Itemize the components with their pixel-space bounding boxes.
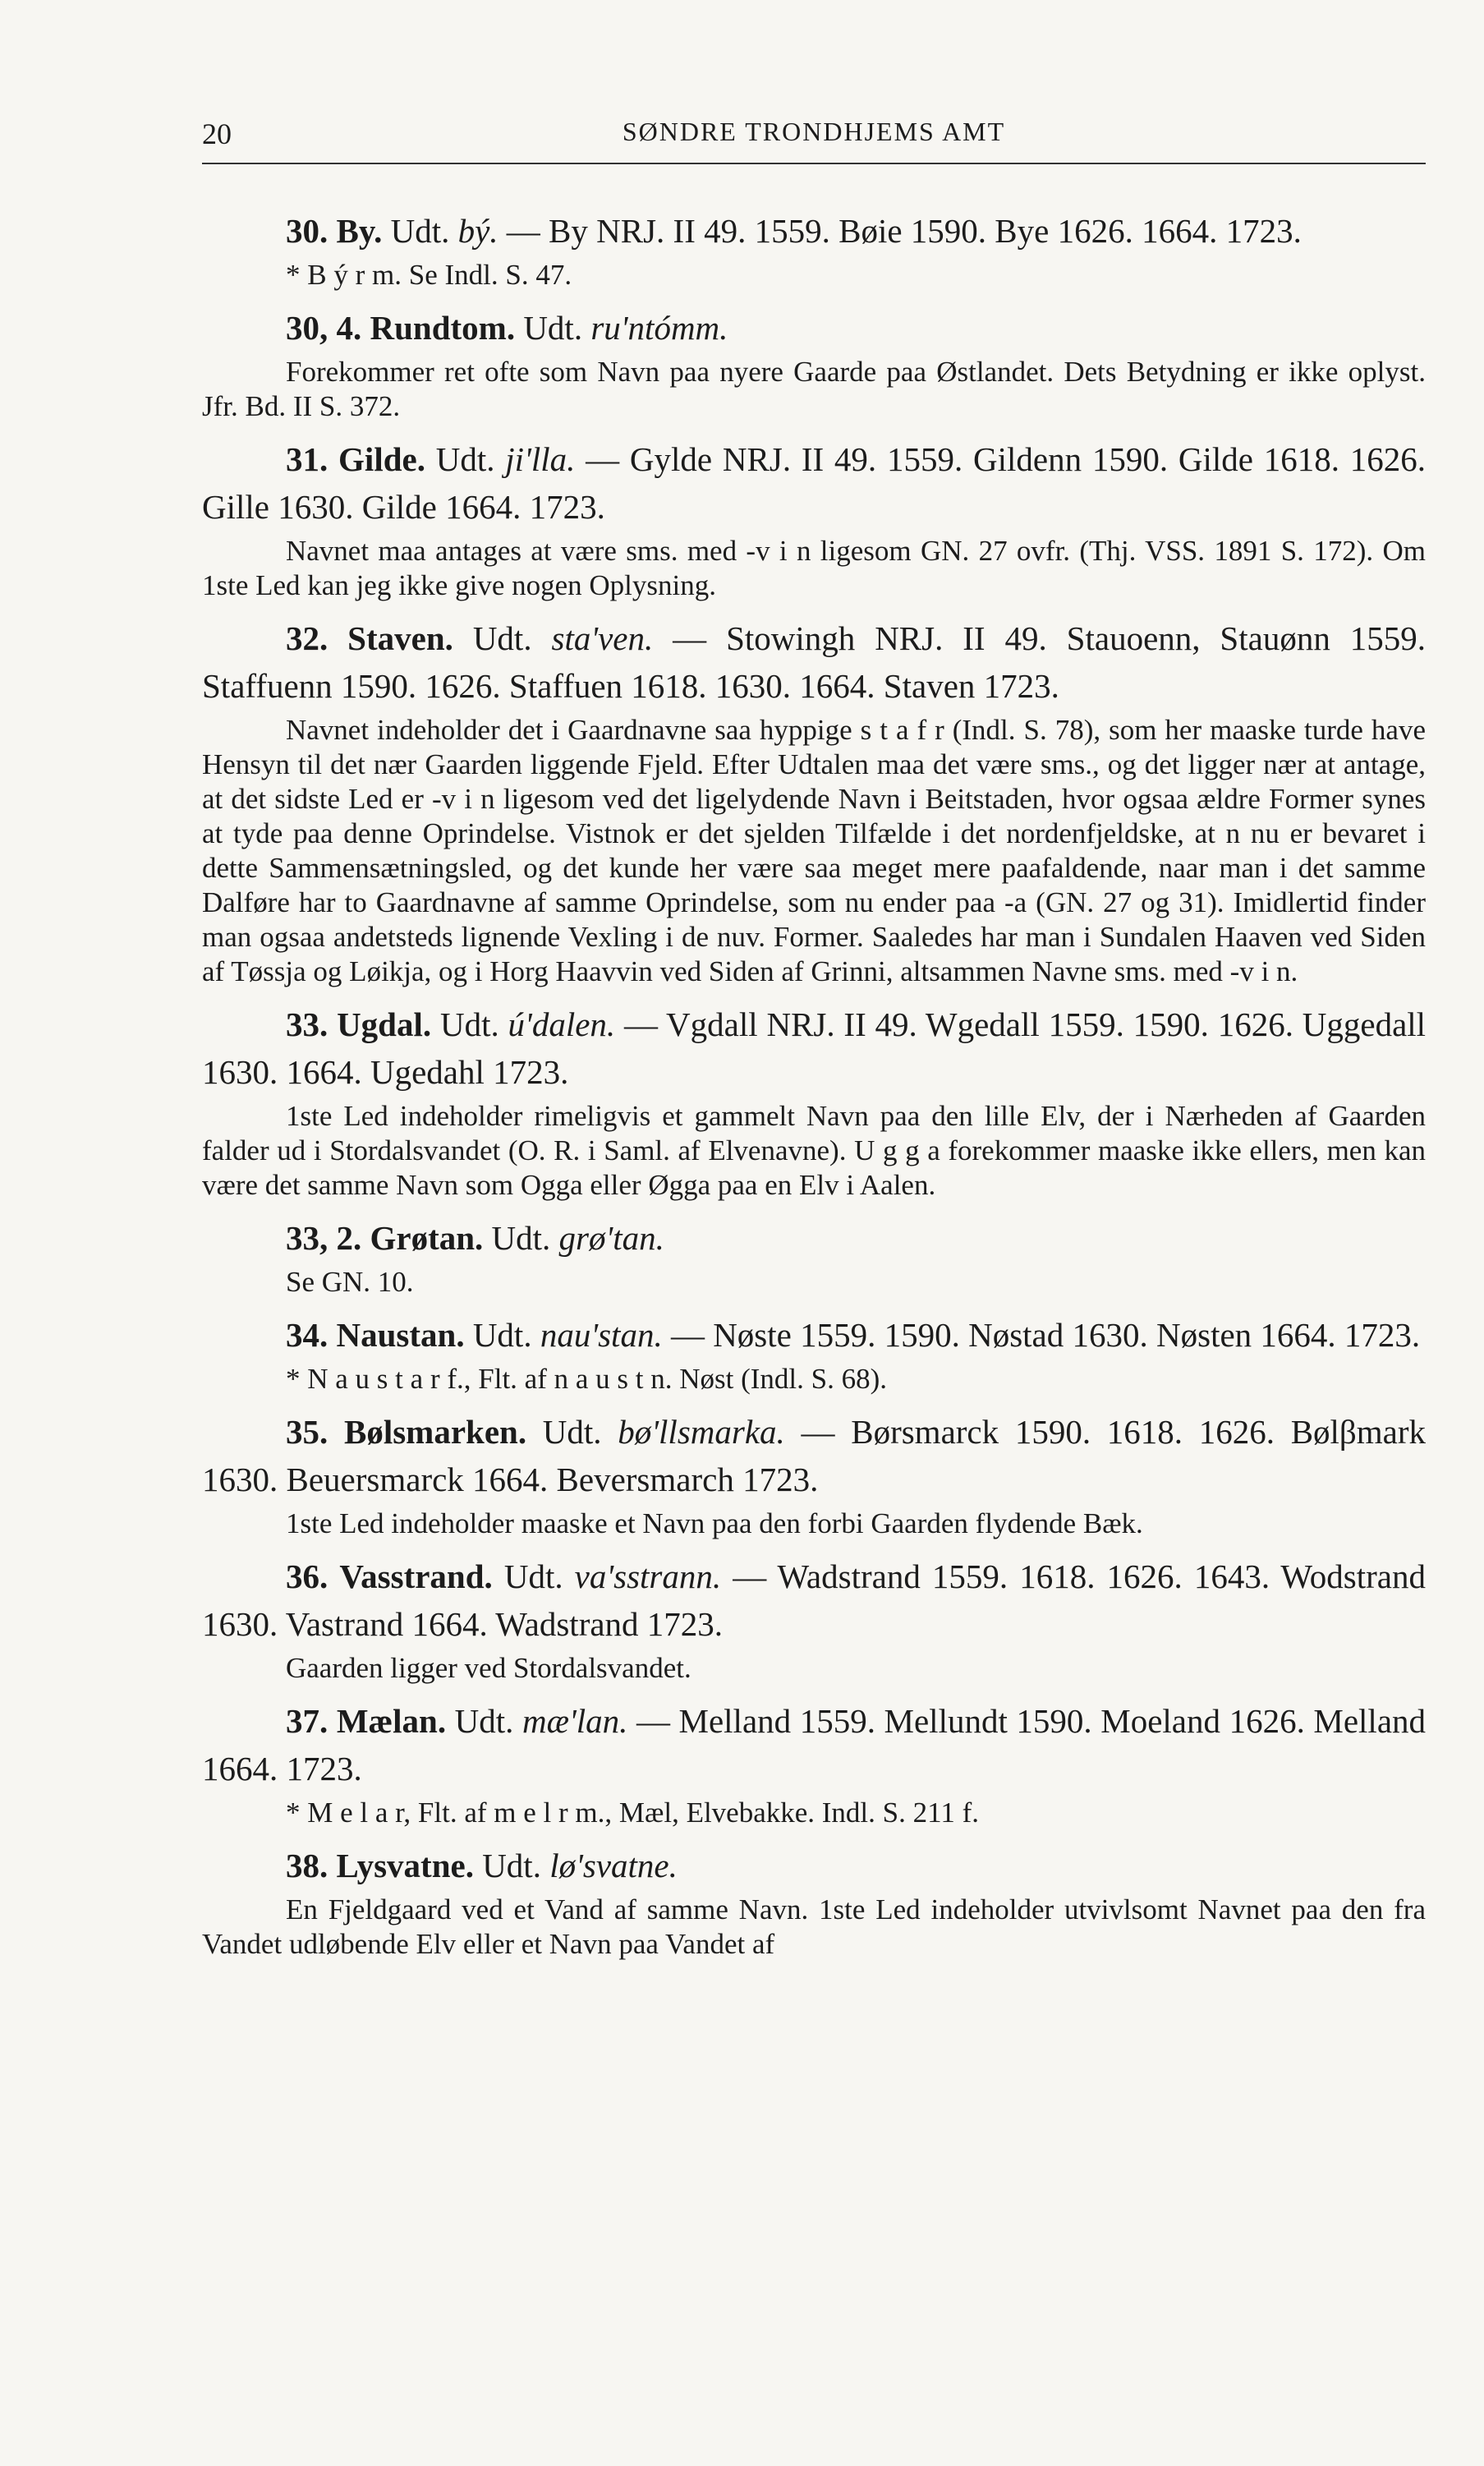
entry-number: 35. bbox=[286, 1413, 329, 1451]
historical-forms: — Børsmarck 1590. 1618. 1626. Bølβmark 1630. Beuersmarck 1664. Beversmarch 1723. bbox=[202, 1413, 1427, 1498]
entry-headline bbox=[202, 1553, 1426, 1648]
pronunciation: mæ'lan. bbox=[521, 1702, 628, 1740]
entry-headline bbox=[202, 1001, 1426, 1096]
document-page bbox=[202, 113, 1426, 1973]
farm-name: Staven. bbox=[347, 619, 453, 657]
entry-number: 33. bbox=[286, 1005, 329, 1043]
pronunciation: ji'lla. bbox=[505, 440, 576, 478]
page-number: 20 bbox=[202, 117, 232, 150]
entry-headline bbox=[202, 207, 1426, 255]
page-header bbox=[202, 113, 1426, 164]
farm-name: Grøtan. bbox=[370, 1219, 484, 1257]
entry-number: 33, 2. bbox=[286, 1219, 362, 1257]
pronunciation: lø'svatne. bbox=[549, 1847, 678, 1884]
farm-name: Rundtom. bbox=[370, 309, 516, 347]
entry-headline bbox=[202, 304, 1426, 352]
udt-label: Udt. bbox=[435, 440, 495, 478]
entry-headline bbox=[202, 435, 1426, 531]
farm-entry bbox=[202, 1553, 1426, 1686]
entry-note: * M e l a r, Flt. af m e l r m., Mæl, Elvebakke. Indl. S. 211 f. bbox=[286, 1797, 979, 1829]
udt-label: Udt. bbox=[439, 1005, 499, 1043]
udt-label: Udt. bbox=[491, 1219, 551, 1257]
entry-number: 38. bbox=[286, 1847, 329, 1884]
entry-headline bbox=[202, 1311, 1426, 1359]
udt-label: Udt. bbox=[542, 1413, 602, 1451]
pronunciation: ú'dalen. bbox=[508, 1005, 616, 1043]
farm-entry bbox=[202, 1001, 1426, 1203]
udt-label: Udt. bbox=[390, 212, 450, 250]
historical-forms: — Melland 1559. Mellundt 1590. Moeland 1626. Melland 1664. 1723. bbox=[202, 1702, 1427, 1787]
entry-note: * N a u s t a r f., Flt. af n a u s t n. Nøst (Indl. S. 68). bbox=[286, 1363, 888, 1395]
pronunciation: bý. bbox=[457, 212, 498, 250]
udt-label: Udt. bbox=[482, 1847, 541, 1884]
pronunciation: grø'tan. bbox=[558, 1219, 664, 1257]
historical-forms: — Wadstrand 1559. 1618. 1626. 1643. Wodstrand 1630. Vastrand 1664. Wadstrand 1723. bbox=[202, 1557, 1427, 1643]
entry-note: Gaarden ligger ved Stordalsvandet. bbox=[286, 1652, 691, 1684]
entry-number: 31. bbox=[286, 440, 329, 478]
farm-entry bbox=[202, 207, 1426, 292]
entry-note: En Fjeldgaard ved et Vand af samme Navn. 1ste Led indeholder utvivlsomt Navnet paa den fra Vandet udløbende Elv eller et Navn paa Vandet af bbox=[202, 1893, 1426, 1960]
farm-entry bbox=[202, 614, 1426, 989]
entries-list bbox=[202, 207, 1426, 1962]
farm-name: Ugdal. bbox=[337, 1005, 432, 1043]
entry-note: 1ste Led indeholder rimeligvis et gammelt Navn paa den lille Elv, der i Nærheden af Gaarden falder ud i Stordalsvandet (O. R. i Saml. af Elvenavne). U g g a forekommer maaske ikke ellers, men kan være det samme Navn som Ogga eller Øgga paa en Elv i Aalen. bbox=[202, 1100, 1426, 1201]
historical-forms: — Stowingh NRJ. II 49. Stauoenn, Stauønn 1559. Staffuenn 1590. 1626. Staffuen 1618. 1630. 1664. Staven 1723. bbox=[202, 619, 1426, 705]
pronunciation: bø'llsmarka. bbox=[618, 1413, 785, 1451]
farm-entry bbox=[202, 304, 1426, 424]
entry-headline bbox=[202, 614, 1426, 710]
farm-name: Bølsmarken. bbox=[343, 1413, 527, 1451]
udt-label: Udt. bbox=[472, 1316, 532, 1354]
historical-forms: — Gylde NRJ. II 49. 1559. Gildenn 1590. Gilde 1618. 1626. Gille 1630. Gilde 1664. 1723. bbox=[202, 440, 1427, 526]
entry-note: Navnet maa antages at være sms. med -v i n ligesom GN. 27 ovfr. (Thj. VSS. 1891 S. 172). Om 1ste Led kan jeg ikke give nogen Oplysning. bbox=[202, 535, 1426, 601]
entry-headline bbox=[202, 1697, 1426, 1792]
entry-headline bbox=[202, 1408, 1426, 1503]
farm-name: Lysvatne. bbox=[336, 1847, 474, 1884]
farm-name: Vasstrand. bbox=[339, 1557, 493, 1595]
farm-entry bbox=[202, 1842, 1426, 1962]
historical-forms: — Vgdall NRJ. II 49. Wgedall 1559. 1590. 1626. Uggedall 1630. 1664. Ugedahl 1723. bbox=[202, 1005, 1427, 1091]
entry-note: Se GN. 10. bbox=[286, 1266, 414, 1298]
udt-label: Udt. bbox=[503, 1557, 563, 1595]
entry-number: 34. bbox=[286, 1316, 329, 1354]
farm-entry bbox=[202, 435, 1426, 603]
pronunciation: nau'stan. bbox=[540, 1316, 663, 1354]
entry-number: 32. bbox=[286, 619, 329, 657]
pronunciation: va'sstrann. bbox=[574, 1557, 722, 1595]
farm-entry bbox=[202, 1697, 1426, 1830]
entry-note: * B ý r m. Se Indl. S. 47. bbox=[286, 259, 572, 291]
entry-headline bbox=[202, 1214, 1426, 1262]
farm-name: By. bbox=[336, 212, 383, 250]
historical-forms: — Nøste 1559. 1590. Nøstad 1630. Nøsten 1664. 1723. bbox=[670, 1316, 1421, 1354]
entry-number: 36. bbox=[286, 1557, 329, 1595]
farm-entry bbox=[202, 1214, 1426, 1300]
entry-number: 37. bbox=[286, 1702, 329, 1740]
farm-name: Naustan. bbox=[336, 1316, 465, 1354]
farm-entry bbox=[202, 1408, 1426, 1541]
entry-number: 30, 4. bbox=[286, 309, 362, 347]
farm-entry bbox=[202, 1311, 1426, 1396]
farm-name: Mælan. bbox=[336, 1702, 447, 1740]
entry-note: 1ste Led indeholder maaske et Navn paa den forbi Gaarden flydende Bæk. bbox=[286, 1507, 1143, 1539]
entry-note: Forekommer ret ofte som Navn paa nyere Gaarde paa Østlandet. Dets Betydning er ikke oplyst. Jfr. Bd. II S. 372. bbox=[202, 356, 1426, 422]
entry-note: Navnet indeholder det i Gaardnavne saa hyppige s t a f r (Indl. S. 78), som her maaske turde have Hensyn til det nær Gaarden liggende Fjeld. Efter Udtalen maa det være sms., og det ligger nær at antage, at det sidste Led er -v i n ligesom ved det ligelydende Navn i Beitstaden, hvor ogsaa ældre Former synes at tyde paa denne Oprindelse. Vistnok er det sjelden Tilfælde i det nordenfjeldske, at n nu er bevaret i dette Sammensætningsled, og det kunde her være saa meget mere paafaldende, naar man i det samme Dalføre har to Gaardnavne af samme Oprindelse, som nu ender paa -a (GN. 27 og 31). Imidlertid finder man ogsaa andetsteds lignende Vexling i de nuv. Former. Saaledes har man i Sundalen Haaven ved Siden af Tøssja og Løikja, og i Horg Haavvin ved Siden af Grinni, altsammen Navne sms. med -v i n. bbox=[202, 714, 1426, 987]
pronunciation: ru'ntómm. bbox=[590, 309, 728, 347]
udt-label: Udt. bbox=[454, 1702, 514, 1740]
udt-label: Udt. bbox=[472, 619, 532, 657]
udt-label: Udt. bbox=[523, 309, 583, 347]
entry-number: 30. bbox=[286, 212, 329, 250]
farm-name: Gilde. bbox=[338, 440, 425, 478]
historical-forms: — By NRJ. II 49. 1559. Bøie 1590. Bye 1626. 1664. 1723. bbox=[506, 212, 1302, 250]
entry-headline bbox=[202, 1842, 1426, 1889]
running-title: SØNDRE TRONDHJEMS AMT bbox=[622, 117, 1006, 146]
pronunciation: sta'ven. bbox=[551, 619, 654, 657]
